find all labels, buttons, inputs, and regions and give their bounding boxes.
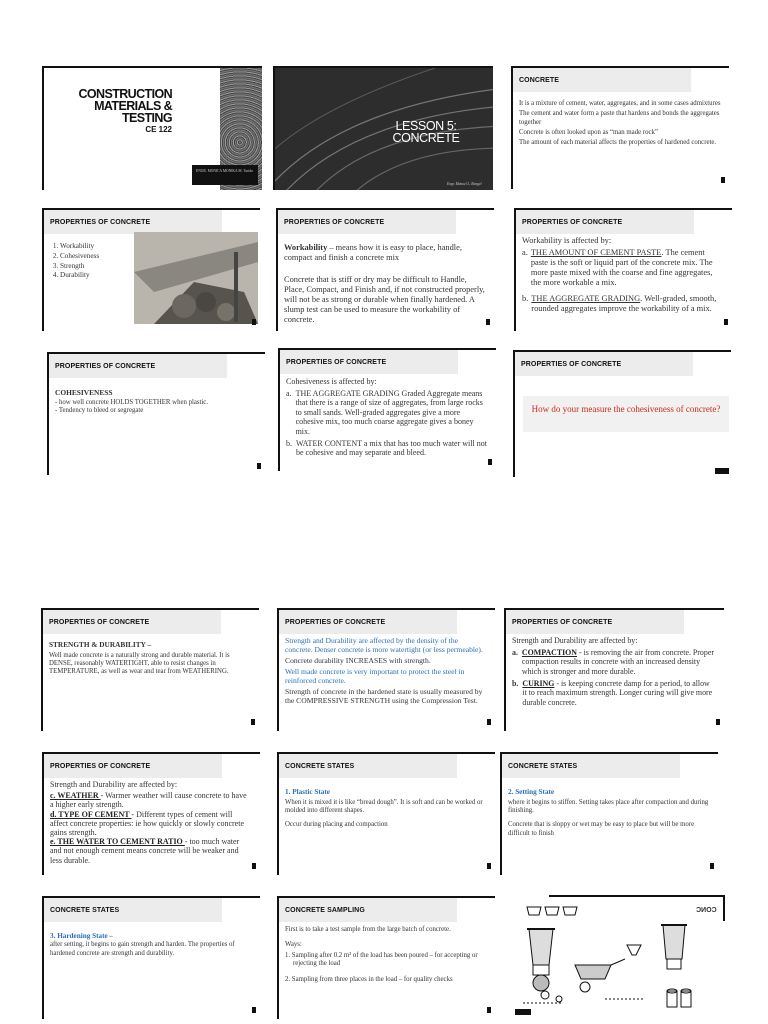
factor-label: b. xyxy=(522,294,529,304)
author-name: ENGR. MONICA MONIKA M. Turido xyxy=(196,169,253,173)
lesson-title-line: LESSON 5: xyxy=(395,119,457,133)
factor-term: THE AMOUNT OF CEMENT PASTE xyxy=(530,248,662,258)
paragraph: When it is mixed it is like “bread dough”. It is soft and can be worked or molded into different shapes. xyxy=(285,798,483,815)
slide-properties-list xyxy=(42,208,260,331)
slide-header: PROPERTIES OF CONCRETE xyxy=(506,610,684,634)
factor-a xyxy=(522,248,724,288)
slide-cohesiveness-question xyxy=(513,350,731,477)
paragraph: Concrete that is sloppy or wet may be easy to place but will be more difficult to finish xyxy=(508,821,695,837)
course-code: CE 122 xyxy=(145,125,172,134)
factor-label: b. xyxy=(512,678,519,688)
author-bar xyxy=(192,165,258,185)
definition-text: – means how it is easy to place, handle, compact and finish a concrete mix xyxy=(284,243,462,263)
slide-workability xyxy=(276,208,494,331)
slide-marker xyxy=(487,1007,491,1013)
factor-desc: - is removing the air from concrete. Proper compaction results in concrete with an increased density which is stronger and more durable. xyxy=(521,647,714,676)
slide-marker xyxy=(710,863,714,869)
term: COHESIVENESS xyxy=(55,388,113,397)
factor-desc: - Different types of cement will affect concrete properties: ie how quickly or slowly concrete gains strength. xyxy=(50,809,244,837)
term: Workability xyxy=(284,243,328,252)
slide-strength-factors-cde xyxy=(42,752,260,875)
paragraph: Concrete that is stiff or dry may be difficult to Handle, Place, Compact, and Finish and, if not constructed properly, will not be as strong or durable when finally hardened. A slump test can be used to measure the workability of concrete. xyxy=(284,275,485,325)
slide-body xyxy=(522,236,724,315)
factor-desc: . The cement paste is the soft or liquid part of the concrete mix. The more paste mixed with the coarse and fine aggregates, the more workable a mix. xyxy=(530,248,713,288)
slide-hardening-state xyxy=(42,896,260,1019)
question-text: How do your measure the cohesiveness of concrete? xyxy=(531,404,721,414)
factor-b xyxy=(522,294,724,314)
factor-c xyxy=(50,791,252,809)
ways-label: Ways: xyxy=(285,941,302,949)
paragraph: Occur during placing and compaction xyxy=(285,821,388,829)
slide-body xyxy=(285,637,487,708)
slide-marker xyxy=(721,177,725,183)
slide-cohesiveness xyxy=(47,352,265,475)
slide-strength-durability xyxy=(41,608,259,731)
slide-marker xyxy=(488,459,492,465)
subheading: 3. Hardening State xyxy=(50,932,108,940)
slide-lesson-title xyxy=(273,66,493,190)
slide-body xyxy=(512,636,716,707)
factor-label: b. xyxy=(286,438,292,448)
paragraph: after setting, it begins to gain strength and harden. The properties of hardened concrete are strength and durability. xyxy=(50,941,235,957)
factor-b xyxy=(512,679,716,708)
subheading-line xyxy=(50,932,252,941)
bullet-line: - how well concrete HOLDS TOGETHER when plastic. xyxy=(55,399,209,407)
factor-text: THE AGGREGATE GRADING Graded Aggregate means that there is a range of size of aggregates, from large rocks to small sands. Well-graded aggregates give a more cohesive mix, too much coarse aggregate gives a boney mix. xyxy=(295,388,483,436)
paragraph: Strength of concrete in the hardened state is usually measured by the COMPRESSIVE STRENGTH using the Compression Test. xyxy=(285,686,483,705)
factor-term: COMPACTION xyxy=(521,647,578,657)
slide-header: PROPERTIES OF CONCRETE xyxy=(44,210,222,234)
intro: Strength and Durability are affected by: xyxy=(50,780,178,789)
factor-text xyxy=(522,648,716,677)
slide-plastic-state xyxy=(277,752,495,875)
slide-marker xyxy=(716,719,720,725)
slide-body xyxy=(508,788,710,840)
factor-text: WATER CONTENT a mix that has too much water will not be cohesive and may separate and bleed. xyxy=(296,438,487,458)
slide-body xyxy=(519,100,721,149)
sampling-sketch-image xyxy=(515,895,725,1021)
list-item: 1. Workability xyxy=(60,242,252,251)
slide-header: CONCRETE STATES xyxy=(44,898,222,922)
slide-concrete-definition xyxy=(511,66,729,189)
paragraph: Concrete is often looked upon as “man made rock” xyxy=(519,128,658,136)
slide-header: CONCRETE STATES xyxy=(502,754,680,778)
factor-a xyxy=(286,389,488,437)
course-title-line: MATERIALS & xyxy=(94,99,172,113)
factor-label: a. xyxy=(522,248,528,258)
slide-body xyxy=(286,377,488,458)
slide-header: PROPERTIES OF CONCRETE xyxy=(49,354,227,378)
slide-marker xyxy=(724,319,728,325)
slide-header: PROPERTIES OF CONCRETE xyxy=(279,610,457,634)
slide-marker xyxy=(487,863,491,869)
slide-cohesiveness-factors xyxy=(278,348,496,471)
method-item: 2. Sampling from three places in the load – for quality checks xyxy=(285,976,453,984)
footer-bar xyxy=(715,468,729,474)
slide-marker xyxy=(257,463,261,469)
lesson-title-line: CONCRETE xyxy=(392,131,460,145)
paragraph: where it begins to stiffen. Setting takes place after compaction and during finishing. xyxy=(508,798,709,815)
factor-term: CURING xyxy=(522,678,555,688)
factor-desc: - too much water and not enough cement means concrete will be weaker and less durable. xyxy=(50,837,240,865)
factor-text xyxy=(531,294,724,314)
course-title-line: CONSTRUCTION xyxy=(78,87,172,101)
slide-header: CONCRETE xyxy=(513,68,691,92)
factor-d xyxy=(50,810,252,838)
factor-desc: - is keeping concrete damp for a period, to allow it to reach maximum strength. Longer curing will give more durable concrete. xyxy=(522,678,713,707)
list-item: 2. Cohesiveness xyxy=(60,252,252,261)
slide-header: PROPERTIES OF CONCRETE xyxy=(280,350,458,374)
slide-marker xyxy=(252,863,256,869)
slide-header: CONCRETE STATES xyxy=(279,754,457,778)
method-item: 1. Sampling after 0.2 m³ of the load has been poured – for accepting or rejecting the load xyxy=(285,951,478,967)
slide-marker xyxy=(486,319,490,325)
factor-text xyxy=(522,679,716,708)
slide-header: PROPERTIES OF CONCRETE xyxy=(44,754,222,778)
list-item: 3. Strength xyxy=(60,262,252,271)
slide-workability-factors xyxy=(514,208,732,331)
factor-term: c. WEATHER xyxy=(50,791,101,801)
slide-marker xyxy=(251,719,255,725)
lesson-author: Engr. Manuel L. Rangel xyxy=(447,182,482,186)
factor-label: a. xyxy=(512,647,518,657)
factor-desc: . Well-graded, smooth, rounded aggregates improve the workability of a mix. xyxy=(531,294,717,314)
slide-body xyxy=(55,388,257,418)
slide-body xyxy=(284,243,486,328)
intro: Workability is affected by: xyxy=(522,236,612,245)
paragraph: The amount of each material affects the properties of hardened concrete. xyxy=(519,139,717,147)
slide-setting-state xyxy=(500,752,718,875)
factor-term: e. THE WATER TO CEMENT RATIO xyxy=(50,837,185,847)
subheading-dash: – xyxy=(107,933,113,940)
slide-header: PROPERTIES OF CONCRETE xyxy=(43,610,221,634)
slide-body xyxy=(50,780,252,865)
factor-label: a. xyxy=(286,388,292,398)
bullet-line: - Tendency to bleed or segregate xyxy=(55,407,144,415)
slide-marker xyxy=(252,1007,256,1013)
paragraph: First is to take a test sample from the large batch of concrete. xyxy=(285,926,451,933)
definition xyxy=(284,243,486,263)
factor-b xyxy=(286,439,488,458)
intro: Cohesiveness is affected by: xyxy=(286,377,377,386)
mirrored-header: CONC xyxy=(696,907,717,914)
paragraph: The cement and water form a paste that hardens and bonds the aggregates together xyxy=(519,110,720,126)
slide-concrete-sampling xyxy=(277,896,495,1019)
paragraph: Concrete durability INCREASES with strength. xyxy=(285,655,431,665)
intro: Strength and Durability are affected by: xyxy=(512,636,638,645)
paragraph: It is a mixture of cement, water, aggregates, and in some cases admixtures xyxy=(519,100,721,107)
slide-header: PROPERTIES OF CONCRETE xyxy=(515,352,693,376)
paragraph: Well made concrete is very important to protect the steel in reinforced concrete. xyxy=(285,666,465,685)
slide-marker xyxy=(252,319,256,325)
course-title xyxy=(54,88,172,124)
factor-term: d. TYPE OF CEMENT xyxy=(50,809,132,819)
subheading: 2. Setting State xyxy=(508,788,555,796)
slide-strength-density xyxy=(277,608,495,731)
slide-strength-factors-ab xyxy=(504,608,724,731)
factor-desc: - Warmer weather will cause concrete to have a higher early strength. xyxy=(50,791,247,810)
slide-header: PROPERTIES OF CONCRETE xyxy=(516,210,694,234)
slide-sampling-illustration xyxy=(515,895,725,1021)
slide-header: PROPERTIES OF CONCRETE xyxy=(278,210,456,234)
paragraph: Well made concrete is a naturally strong and durable material. It is DENSE, reasonably WATERTIGHT, able to resist changes in TEMPERATURE, as well as wear and tear from WEATHERING. xyxy=(49,651,230,676)
concrete-pour-image xyxy=(134,232,258,324)
course-title-line: TESTING xyxy=(122,111,172,125)
factor-e xyxy=(50,837,252,865)
slide-body xyxy=(285,788,487,832)
slide-body xyxy=(285,926,487,986)
list-item: 4. Durability xyxy=(60,271,252,280)
factor-text xyxy=(531,248,724,288)
slide-marker xyxy=(487,719,491,725)
factor-a xyxy=(512,648,716,677)
paragraph: Strength and Durability are affected by the density of the concrete. Denser concrete is more watertight (or less permeable). xyxy=(285,636,483,654)
slide-title-course xyxy=(42,66,262,190)
slide-body xyxy=(50,932,252,960)
question-box xyxy=(523,396,729,432)
lesson-title xyxy=(371,120,481,144)
subheading: 1. Plastic State xyxy=(285,788,330,796)
slide-body xyxy=(49,641,251,679)
term: STRENGTH & DURABILITY – xyxy=(49,640,152,649)
slide-header: CONCRETE SAMPLING xyxy=(279,898,457,922)
factor-term: THE AGGREGATE GRADING xyxy=(531,294,641,304)
